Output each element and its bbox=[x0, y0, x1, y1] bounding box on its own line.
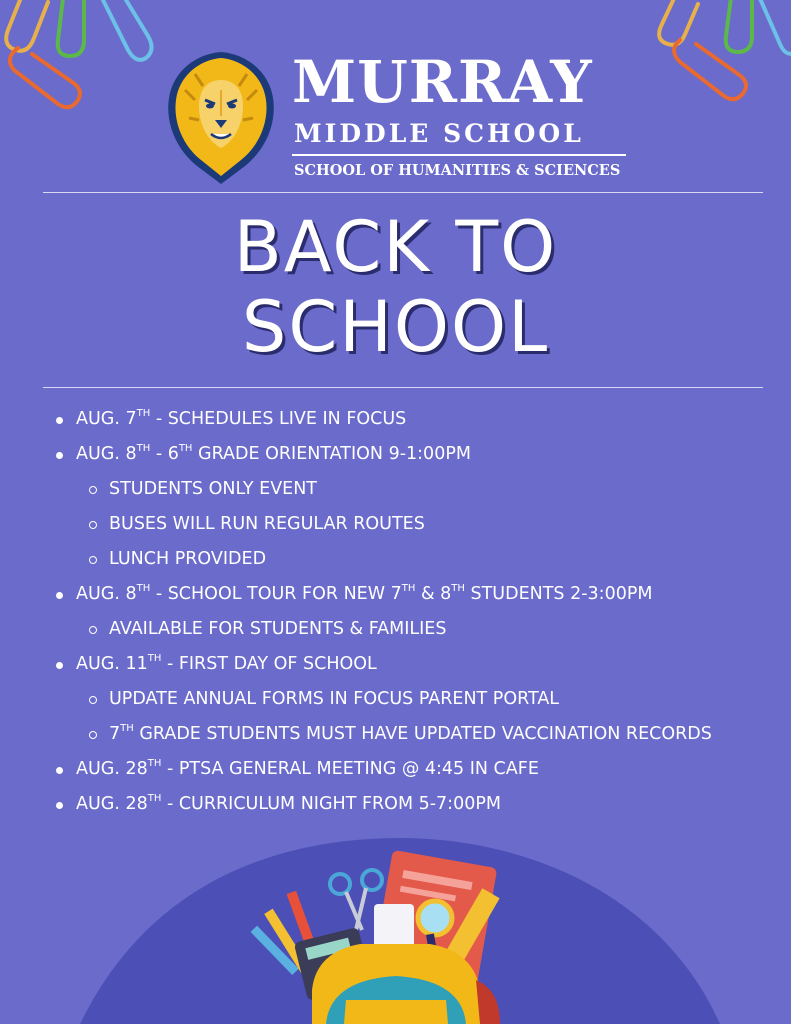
event-item bbox=[52, 752, 787, 787]
event-subitem bbox=[52, 612, 787, 647]
event-text: AVAILABLE FOR STUDENTS & FAMILIES bbox=[109, 619, 447, 639]
top-divider bbox=[43, 192, 763, 193]
ordinal-suffix: TH bbox=[136, 408, 151, 419]
event-subitem bbox=[52, 472, 787, 507]
event-text: BUSES WILL RUN REGULAR ROUTES bbox=[109, 514, 425, 534]
event-text: - PTSA GENERAL MEETING @ 4:45 IN CAFE bbox=[161, 759, 539, 779]
event-item bbox=[52, 402, 787, 437]
event-item bbox=[52, 647, 787, 682]
event-text: GRADE STUDENTS MUST HAVE UPDATED VACCINATION RECORDS bbox=[133, 724, 712, 744]
event-text: - 6 bbox=[150, 444, 179, 464]
event-subitem bbox=[52, 507, 787, 542]
ordinal-suffix: TH bbox=[136, 583, 151, 594]
event-text: & 8 bbox=[415, 584, 452, 604]
event-text: - SCHEDULES LIVE IN FOCUS bbox=[150, 409, 407, 429]
ordinal-suffix: TH bbox=[451, 583, 465, 594]
ordinal-suffix: TH bbox=[178, 443, 193, 454]
event-text: AUG. 28 bbox=[76, 759, 148, 779]
event-text: AUG. 8 bbox=[76, 584, 137, 604]
school-subtitle: MIDDLE SCHOOL bbox=[294, 119, 584, 148]
ordinal-suffix: TH bbox=[147, 653, 162, 664]
event-text: AUG. 8 bbox=[76, 444, 137, 464]
event-subitem bbox=[52, 682, 787, 717]
header-divider bbox=[292, 154, 626, 156]
event-text: STUDENTS ONLY EVENT bbox=[109, 479, 318, 499]
ordinal-suffix: TH bbox=[120, 723, 134, 734]
title-line-1: BACK TO bbox=[233, 206, 558, 288]
event-text: - SCHOOL TOUR FOR NEW 7 bbox=[150, 584, 402, 604]
event-item bbox=[52, 577, 787, 612]
event-item bbox=[52, 437, 787, 472]
ordinal-suffix: TH bbox=[136, 443, 151, 454]
school-tagline: SCHOOL OF HUMANITIES & SCIENCES bbox=[294, 162, 621, 179]
event-text: GRADE ORIENTATION 9-1:00PM bbox=[192, 444, 471, 464]
event-text: AUG. 28 bbox=[76, 794, 148, 814]
event-item bbox=[52, 787, 787, 822]
event-text: STUDENTS 2-3:00PM bbox=[464, 584, 653, 604]
lion-mascot-icon bbox=[165, 50, 277, 185]
ordinal-suffix: TH bbox=[147, 793, 162, 804]
event-text: AUG. 7 bbox=[76, 409, 137, 429]
title-line-2: SCHOOL bbox=[241, 286, 550, 368]
event-text: UPDATE ANNUAL FORMS IN FOCUS PARENT PORTAL bbox=[109, 689, 560, 709]
event-text: LUNCH PROVIDED bbox=[109, 549, 267, 569]
event-text: - FIRST DAY OF SCHOOL bbox=[161, 654, 377, 674]
event-list bbox=[52, 402, 787, 822]
school-header bbox=[0, 40, 791, 190]
ordinal-suffix: TH bbox=[147, 758, 162, 769]
event-text: - CURRICULUM NIGHT FROM 5-7:00PM bbox=[161, 794, 501, 814]
event-subitem bbox=[52, 542, 787, 577]
ordinal-suffix: TH bbox=[401, 583, 416, 594]
event-subitem bbox=[52, 717, 787, 752]
event-text: AUG. 11 bbox=[76, 654, 148, 674]
event-text: 7 bbox=[109, 724, 121, 744]
bottom-divider bbox=[43, 387, 763, 388]
school-name: MURRAY bbox=[292, 48, 593, 116]
